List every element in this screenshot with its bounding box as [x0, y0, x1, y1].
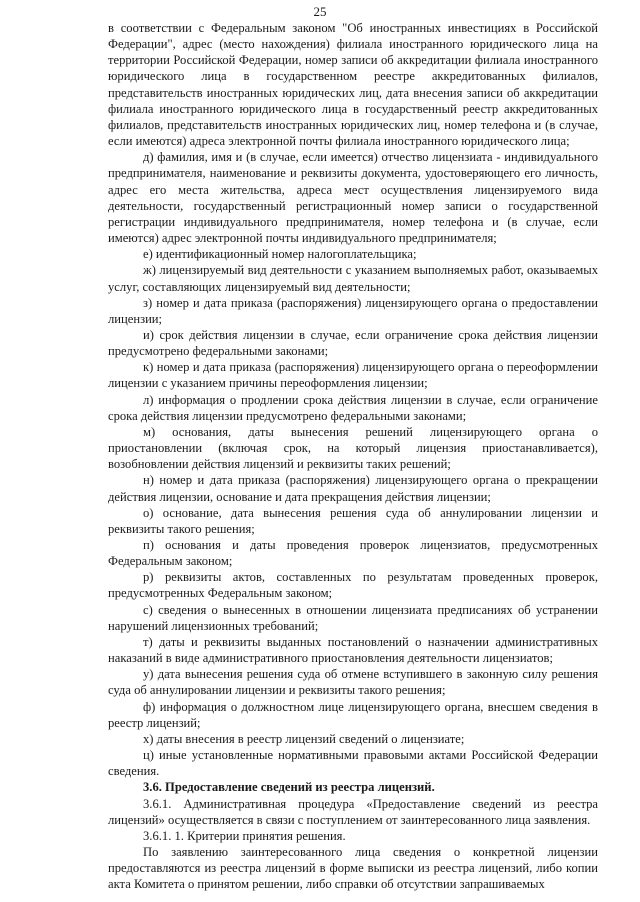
paragraph-kh: х) даты внесения в реестр лицензий сведений о лицензиате;: [143, 731, 465, 746]
paragraph-o: о) основание, дата вынесения решения суда об аннулировании лицензии и реквизиты такого решения;: [108, 505, 598, 536]
paragraph-s: с) сведения о вынесенных в отношении лицензиата предписаниях об устранении нарушений лицензионных требований;: [108, 602, 598, 633]
paragraph-u: у) дата вынесения решения суда об отмене вступившего в законную силу решения суда об аннулировании лицензии и реквизиты такого решения;: [108, 667, 598, 698]
paragraph-r: р) реквизиты актов, составленных по результатам проведенных проверок, предусмотренных Федеральным законом;: [108, 570, 598, 601]
paragraph-ts: ц) иные установленные нормативными правовыми актами Российской Федерации сведения.: [108, 748, 598, 779]
paragraph-n: н) номер и дата приказа (распоряжения) лицензирующего органа о прекращении действия лицензии, основание и дата прекращения действия лицензии;: [108, 473, 598, 504]
paragraph-t: т) даты и реквизиты выданных постановлений о назначении административных наказаний в виде административного приостановления деятельности лицензиатов;: [108, 634, 598, 666]
paragraph-k: к) номер и дата приказа (распоряжения) лицензирующего органа о переоформлении лицензии с указанием причины переоформления лицензии;: [108, 360, 598, 391]
paragraph-l: л) информация о продлении срока действия лицензии в случае, если ограничение срока действия лицензии предусмотрено федеральными законами;: [108, 392, 598, 423]
paragraph-e: е) идентификационный номер налогоплательщика;: [143, 247, 417, 262]
paragraph-zh: ж) лицензируемый вид деятельности с указанием выполняемых работ, оказываемых услуг, составляющих лицензируемый вид деятельности;: [108, 263, 598, 294]
paragraph-p: п) основания и даты проведения проверок лицензиатов, предусмотренных Федеральным законом;: [108, 538, 598, 569]
page-number: 25: [313, 4, 327, 19]
paragraph-3-6-1: 3.6.1. Административная процедура «Предоставление сведений из реестра лицензий» осуществляется в связи с поступлением от заинтересованного лица заявления.: [108, 796, 598, 827]
paragraph-d: д) фамилия, имя и (в случае, если имеется) отчество лицензиата - индивидуального предпринимателя, наименование и реквизиты документа, удостоверяющего его личность, адрес его места жительства, адреса мест осуществления лицензируемого вида деятельности, государственный регистрационный номер записи о государственной регистрации индивидуального предпринимателя, номер телефона и (в случае, если имеются) адрес электронной почты индивидуального предпринимателя;: [108, 150, 598, 246]
document-body: [108, 20, 598, 892]
paragraph-last: По заявлению заинтересованного лица сведения о конкретной лицензии предоставляются из реестра лицензий в форме выписки из реестра лицензий, либо копии акта Комитета о принятом решении, либо справки об отсутствии запрашиваемых: [108, 844, 598, 892]
section-heading: 3.6. Предоставление сведений из реестра лицензий.: [143, 780, 435, 795]
paragraph-3-6-1-1: 3.6.1. 1. Критерии принятия решения.: [143, 828, 346, 843]
paragraph-f: ф) информация о должностном лице лицензирующего органа, внесшем сведения в реестр лицензий;: [108, 699, 598, 730]
paragraph-i: и) срок действия лицензии в случае, если ограничение срока действия лицензии предусмотрено федеральными законами;: [108, 327, 598, 359]
paragraph-intro: в соответствии с Федеральным законом "Об иностранных инвестициях в Российской Федерации", адрес (место нахождения) филиала иностранного юридического лица на территории Российской Федерации, номер записи об аккредитации филиала иностранного юридического лица в государственном реестре аккредитованных филиалов, представительств иностранных юридических лиц, дата внесения записи об аккредитации филиала иностранного юридического лица в государственный реестр аккредитованных филиалов, представительств иностранных юридических лиц, номер телефона и (в случае, если имеются) адреса электронной почты филиала иностранного юридического лица;: [108, 21, 598, 149]
paragraph-m: м) основания, даты вынесения решений лицензирующего органа о приостановлении (включая срок, на который лицензия приостанавливается), возобновлении действия лицензий и реквизиты таких решений;: [108, 424, 598, 472]
paragraph-z: з) номер и дата приказа (распоряжения) лицензирующего органа о предоставлении лицензии;: [108, 295, 598, 326]
